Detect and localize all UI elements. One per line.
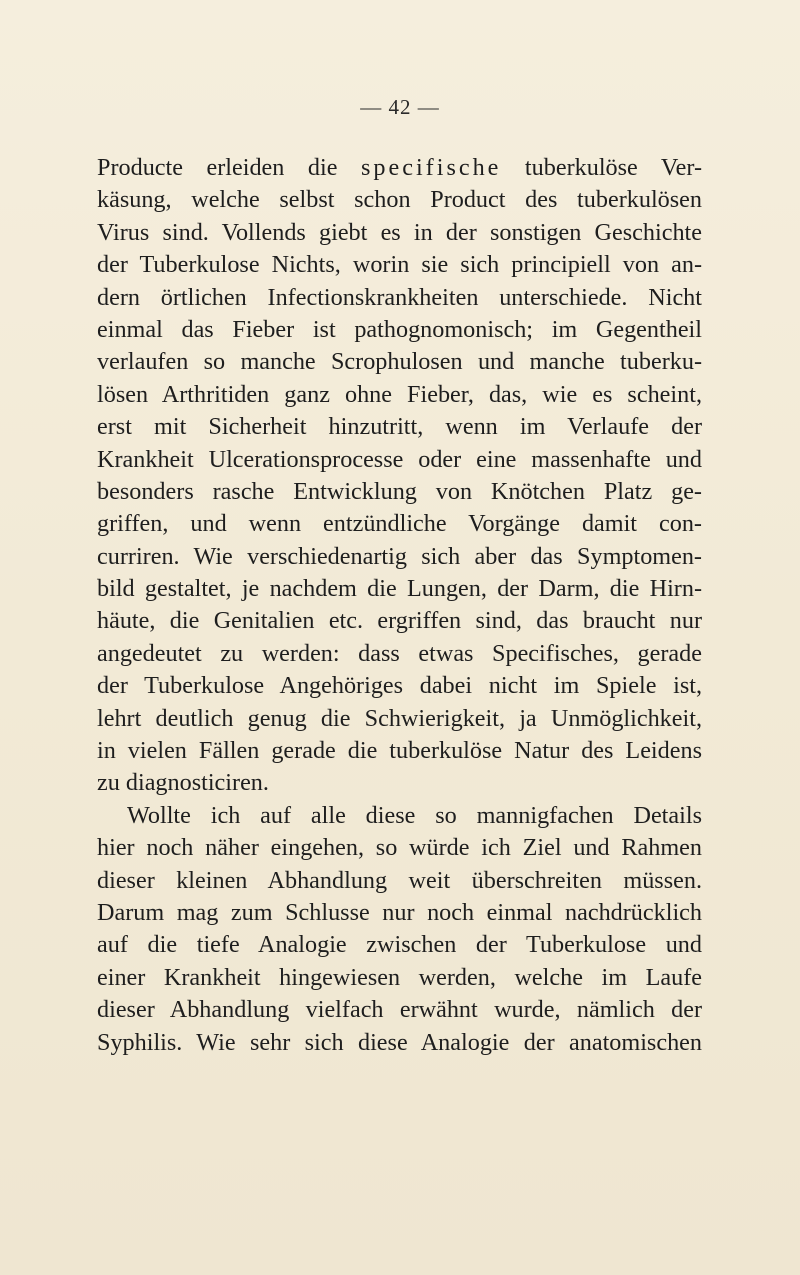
text-line: käsung, welche selbst schon Product des tuberkulösen: [97, 186, 702, 214]
text-line: Wollte ich auf alle diese so mannigfachen Details: [127, 801, 702, 829]
text-line: Krankheit Ulcerationsprocesse oder eine massenhafte und: [97, 445, 702, 473]
emphasized-word: specifische: [360, 154, 502, 181]
text-line: in vielen Fällen gerade die tuberkulöse Natur des Leidens: [97, 737, 702, 765]
text-line: lehrt deutlich genug die Schwierigkeit, ja Unmöglichkeit,: [97, 704, 702, 732]
text-segment: Producte erleiden die: [97, 154, 361, 181]
text-line: Syphilis. Wie sehr sich diese Analogie der anatomischen: [97, 1028, 702, 1056]
text-line: der Tuberkulose Nichts, worin sie sich principiell von an-: [97, 251, 702, 279]
text-line: dieser kleinen Abhandlung weit überschreiten müssen.: [97, 866, 702, 894]
text-line: einmal das Fieber ist pathognomonisch; im Gegentheil: [97, 315, 702, 343]
text-line: Virus sind. Vollends giebt es in der sonstigen Geschichte: [97, 218, 702, 246]
text-line: erst mit Sicherheit hinzutritt, wenn im Verlaufe der: [97, 413, 702, 441]
text-line: angedeutet zu werden: dass etwas Specifisches, gerade: [97, 639, 702, 667]
text-line: curriren. Wie verschiedenartig sich aber das Symptomen-: [97, 542, 702, 570]
text-line: bild gestaltet, je nachdem die Lungen, der Darm, die Hirn-: [97, 575, 702, 603]
text-line: auf die tiefe Analogie zwischen der Tuberkulose und: [97, 931, 702, 959]
text-line: besonders rasche Entwicklung von Knötchen Platz ge-: [97, 477, 702, 505]
paragraph: [97, 800, 702, 1059]
text-line: dieser Abhandlung vielfach erwähnt wurde, nämlich der: [97, 996, 702, 1024]
text-line: häute, die Genitalien etc. ergriffen sind, das braucht nur: [97, 607, 702, 635]
text-line: verlaufen so manche Scrophulosen und manche tuberku-: [97, 348, 702, 376]
text-line: Darum mag zum Schlusse nur noch einmal nachdrücklich: [97, 898, 702, 926]
text-line: [97, 152, 702, 184]
text-line: einer Krankheit hingewiesen werden, welche im Laufe: [97, 963, 702, 991]
body-text: [97, 152, 702, 1059]
text-line: griffen, und wenn entzündliche Vorgänge damit con-: [97, 510, 702, 538]
text-line: der Tuberkulose Angehöriges dabei nicht im Spiele ist,: [97, 672, 702, 700]
text-segment: tuberkulöse Ver-: [501, 154, 703, 181]
paragraph: [97, 152, 702, 800]
text-line: zu diagnosticiren.: [97, 769, 269, 797]
text-line: dern örtlichen Infectionskrankheiten unterschiede. Nicht: [97, 283, 702, 311]
text-line: hier noch näher eingehen, so würde ich Ziel und Rahmen: [97, 834, 702, 862]
text-line: lösen Arthritiden ganz ohne Fieber, das, wie es scheint,: [97, 380, 702, 408]
page-number: — 42 —: [360, 95, 440, 119]
